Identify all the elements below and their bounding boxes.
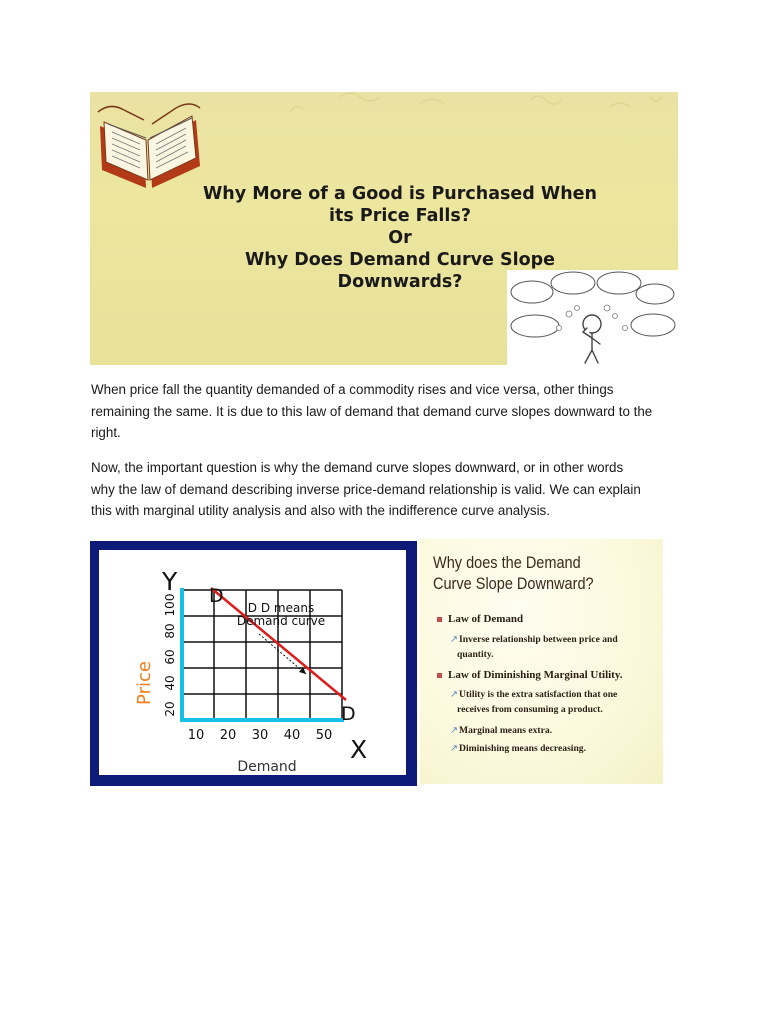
arrow-up-right-icon: ↗ (450, 689, 459, 700)
demand-chart-frame (90, 541, 417, 786)
x-tick-label: 30 (251, 728, 269, 743)
slide-sub-bullet-line: Utility is the extra satisfaction that one (459, 689, 618, 700)
x-tick-label: 10 (187, 728, 205, 743)
demand-slide-image (420, 539, 663, 784)
slide-bullet (437, 669, 623, 681)
slide-sub-bullet (450, 632, 618, 662)
slide-bullet-label: Law of Diminishing Marginal Utility. (448, 669, 623, 681)
slide-sub-bullet-line: Marginal means extra. (459, 725, 553, 736)
square-bullet-icon (437, 617, 442, 622)
x-tick-labels (188, 728, 333, 743)
slide-bullet (437, 613, 523, 625)
square-bullet-icon (437, 673, 442, 678)
paragraph-line: why the law of demand describing inverse price-demand relationship is valid. We can explain (91, 481, 641, 497)
slide-sub-bullet (450, 741, 586, 756)
open-book-icon (94, 96, 206, 192)
banner-title-line: Why Does Demand Curve Slope (244, 250, 556, 270)
x-tick-label: 50 (315, 728, 333, 743)
slide-sub-bullet (450, 687, 617, 717)
y-axis-letter: Y (162, 567, 178, 596)
y-tick-label: 20 (163, 701, 177, 717)
demand-chart (99, 550, 406, 775)
slide-bullet-label: Law of Demand (448, 613, 524, 625)
x-axis-letter: X (350, 735, 368, 764)
y-tick-labels (163, 594, 177, 717)
paragraph-line: Now, the important question is why the demand curve slopes downward, or in other words (91, 460, 624, 475)
banner-title-line: Downwards? (337, 272, 463, 292)
paragraph-line: When price fall the quantity demanded of a commodity rises and vice versa, other things (91, 382, 614, 397)
slide-title (433, 553, 594, 595)
slide-title-line: Why does the Demand (433, 554, 581, 572)
chart-annotation-line: Demand curve (236, 614, 326, 628)
curve-label-end: D (341, 703, 356, 725)
x-tick-label: 20 (219, 728, 237, 743)
x-axis-title: Demand (237, 759, 297, 775)
x-tick-label: 40 (283, 728, 301, 743)
y-tick-label: 60 (163, 649, 177, 665)
y-tick-label: 100 (163, 593, 177, 617)
banner-title-line: its Price Falls? (329, 206, 471, 226)
slide-title-line: Curve Slope Downward? (433, 575, 594, 593)
paragraph-line: right. (91, 425, 121, 441)
y-tick-label: 80 (163, 623, 177, 639)
arrow-up-right-icon: ↗ (450, 725, 459, 736)
slide-sub-bullet-line: quantity. (457, 649, 494, 660)
curve-label-start: D (209, 585, 224, 607)
banner-title-line: Why More of a Good is Purchased When (202, 184, 597, 204)
paragraph-2 (91, 457, 681, 522)
thought-bubbles-icon (507, 270, 678, 365)
y-axis-title: Price (134, 661, 155, 705)
paragraph-line: remaining the same. It is due to this law of demand that demand curve slopes downward to the (91, 403, 653, 419)
banner-image (90, 92, 678, 365)
paragraph-line: this with marginal utility analysis and also with the indifference curve analysis. (91, 503, 550, 519)
thinking-person-illustration (507, 270, 678, 365)
arrow-up-right-icon: ↗ (450, 634, 459, 645)
slide-sub-bullet-line: receives from consuming a product. (457, 704, 603, 715)
arrow-up-right-icon: ↗ (450, 743, 459, 754)
slide-sub-bullet-line: Inverse relationship between price and (459, 634, 618, 645)
slide-sub-bullet-line: Diminishing means decreasing. (459, 743, 586, 754)
paragraph-1 (91, 379, 681, 444)
banner-title-line: Or (388, 228, 412, 248)
demand-chart-panel (99, 550, 406, 775)
slide-sub-bullet (450, 723, 552, 738)
chart-annotation-line: D D means (247, 601, 315, 615)
y-tick-label: 40 (163, 675, 177, 691)
